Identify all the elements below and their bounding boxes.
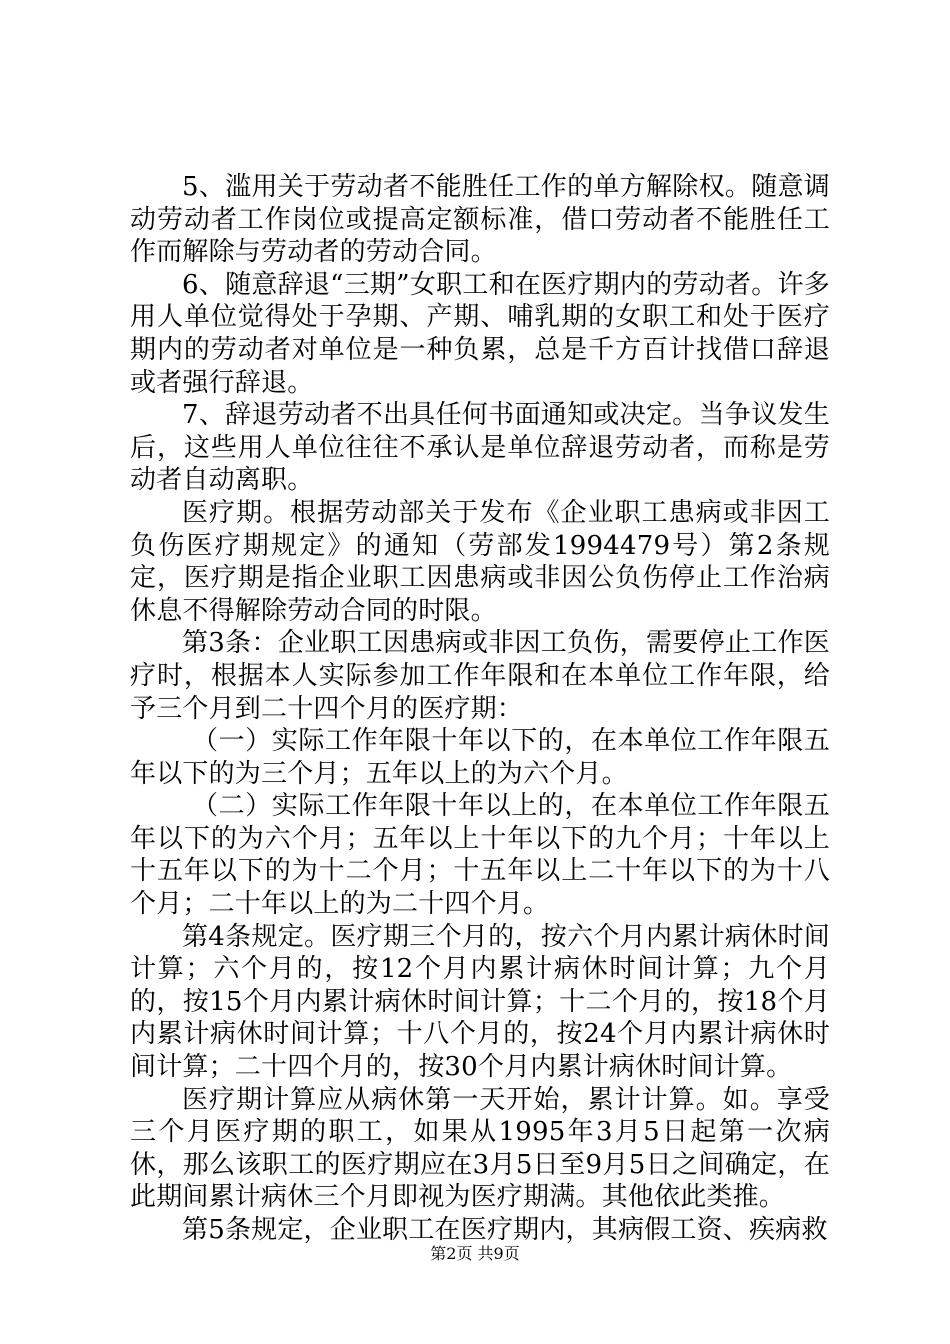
paragraph-item-5: 5、滥用关于劳动者不能胜任工作的单方解除权。随意调动劳动者工作岗位或提高定额标准，借口劳动者不能胜任工作而解除与劳动者的劳动合同。 bbox=[130, 172, 830, 268]
paragraph-article-3: 第3条：企业职工因患病或非因工负伤，需要停止工作医疗时，根据本人实际参加工作年限和在本单位工作年限，给予三个月到二十四个月的医疗期： bbox=[130, 628, 830, 724]
paragraph-item-6: 6、随意辞退“三期”女职工和在医疗期内的劳动者。许多用人单位觉得处于孕期、产期、哺乳期的女职工和处于医疗期内的劳动者对单位是一种负累，总是千方百计找借口辞退或者强行辞退。 bbox=[130, 269, 830, 398]
document-body bbox=[130, 171, 830, 1247]
paragraph-article-4: 第4条规定。医疗期三个月的，按六个月内累计病休时间计算；六个月的，按12个月内累计病休时间计算；九个月的，按15个月内累计病休时间计算；十二个月的，按18个月内累计病休时间计算；十八个月的，按24个月内累计病休时间计算；二十四个月的，按30个月内累计病休时间计算。 bbox=[130, 921, 830, 1083]
paragraph-article-5: 第5条规定，企业职工在医疗期内，其病假工资、疾病救 bbox=[182, 1215, 828, 1245]
paragraph-calculation: 医疗期计算应从病休第一天开始，累计计算。如。享受三个月医疗期的职工，如果从1995年3月5日起第一次病休，那么该职工的医疗期应在3月5日至9月5日之间确定，在此期间累计病休三个月即视为医疗期满。其他依此类推。 bbox=[130, 1084, 830, 1213]
page-number-footer: 第2页 共9页 bbox=[430, 1244, 520, 1263]
paragraph-medical-period: 医疗期。根据劳动部关于发布《企业职工患病或非因工负伤医疗期规定》的通知（劳部发1994479号）第2条规定，医疗期是指企业职工因患病或非因公负伤停止工作治病休息不得解除劳动合同的时限。 bbox=[130, 497, 830, 626]
paragraph-item-7: 7、辞退劳动者不出具任何书面通知或决定。当争议发生后，这些用人单位往往不承认是单位辞退劳动者，而称是劳动者自动离职。 bbox=[130, 400, 830, 496]
paragraph-clause-1: （一）实际工作年限十年以下的，在本单位工作年限五年以下的为三个月；五年以上的为六个月。 bbox=[130, 726, 830, 789]
paragraph-clause-2: （二）实际工作年限十年以上的，在本单位工作年限五年以下的为六个月；五年以上十年以下的九个月；十年以上十五年以下的为十二个月；十五年以上二十年以下的为十八个月；二十年以上的为二十四个月。 bbox=[130, 791, 830, 920]
